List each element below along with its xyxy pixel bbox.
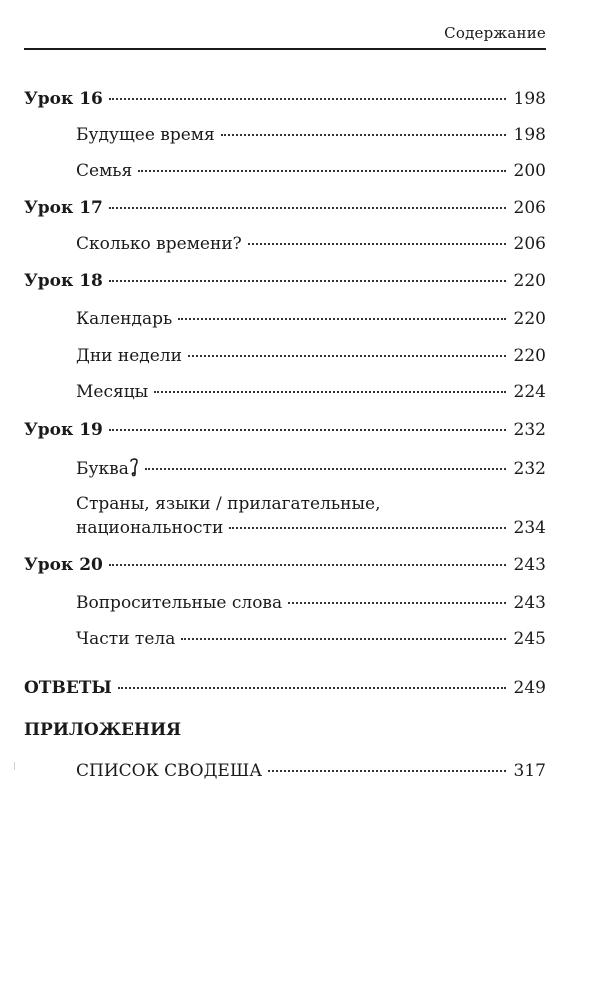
toc-page-number: 243 [513, 593, 546, 613]
toc-entry-countries-line1[interactable]: Страны, языки / прилагательные, [76, 494, 381, 514]
toc-entry-label: Будущее время [76, 125, 215, 145]
toc-page-number: 198 [513, 125, 546, 145]
toc-entry-lesson-19[interactable] [24, 419, 546, 441]
dot-leader [154, 391, 505, 393]
toc-entry-label: Урок 16 [24, 89, 103, 109]
toc-entry-label: Семья [76, 161, 133, 181]
dot-leader [138, 170, 505, 172]
toc-entry-label: Урок 19 [24, 420, 103, 440]
toc-entry-label-text: Буква [76, 459, 129, 479]
dot-leader [248, 243, 506, 245]
dot-leader [109, 280, 506, 282]
toc-entry-label: Дни недели [76, 346, 182, 366]
toc-entry-answers[interactable] [24, 677, 546, 699]
toc-page-number: 224 [513, 382, 546, 402]
toc-page-number: 220 [513, 346, 546, 366]
toc-page-number: 245 [513, 629, 546, 649]
toc-entry-lesson-20[interactable] [24, 554, 546, 576]
toc-entry-months[interactable] [76, 381, 546, 403]
dot-leader [268, 770, 505, 772]
dot-leader [145, 468, 506, 470]
toc-page-number: 234 [513, 518, 546, 538]
toc-page-number: 206 [513, 234, 546, 254]
dot-leader [109, 429, 506, 431]
running-title: Содержание [444, 24, 546, 42]
toc-page-number: 200 [513, 161, 546, 181]
toc-entry-label: СПИСОК СВОДЕША [76, 761, 263, 781]
toc-entry-label: Части тела [76, 629, 176, 649]
toc-entry-body-parts[interactable] [76, 628, 546, 650]
toc-page-number: 317 [513, 761, 546, 781]
dot-leader [109, 207, 506, 209]
thai-letter-glyph [129, 456, 139, 478]
toc-entry-family[interactable] [76, 160, 546, 182]
toc-page-number: 198 [513, 89, 546, 109]
toc-entry-label: Урок 20 [24, 555, 103, 575]
dot-leader [178, 318, 505, 320]
page-header [24, 22, 546, 50]
toc-entry-label [76, 456, 139, 480]
toc-page-number: 220 [513, 271, 546, 291]
toc-page-number: 249 [513, 678, 546, 698]
toc-entry-future-tense[interactable] [76, 124, 546, 146]
toc-entry-label: Урок 18 [24, 271, 103, 291]
toc-entry-label: ОТВЕТЫ [24, 678, 112, 698]
toc-entry-label: Урок 17 [24, 198, 103, 218]
toc-page-number: 243 [513, 555, 546, 575]
toc-entry-countries[interactable] [76, 517, 546, 539]
dot-leader [188, 355, 506, 357]
toc-entry-question-words[interactable] [76, 592, 546, 614]
dot-leader [181, 638, 505, 640]
toc-entry-label: национальности [76, 518, 224, 538]
dot-leader [109, 564, 506, 566]
toc-entry-svodesh-list[interactable] [76, 760, 546, 782]
toc-section-appendices[interactable]: ПРИЛОЖЕНИЯ [24, 720, 182, 740]
toc-entry-weekdays[interactable] [76, 345, 546, 367]
toc-entry-letter[interactable] [76, 456, 546, 480]
scan-mark [14, 762, 15, 770]
toc-entry-lesson-16[interactable] [24, 88, 546, 110]
toc-page-number: 206 [513, 198, 546, 218]
toc-page-number: 232 [513, 420, 546, 440]
toc-entry-calendar[interactable] [76, 308, 546, 330]
toc-page-number: 220 [513, 309, 546, 329]
dot-leader [109, 98, 506, 100]
toc-entry-what-time[interactable] [76, 233, 546, 255]
toc-entry-label: Вопросительные слова [76, 593, 283, 613]
toc-entry-lesson-18[interactable] [24, 270, 546, 292]
dot-leader [229, 527, 505, 529]
dot-leader [288, 602, 505, 604]
toc-entry-lesson-17[interactable] [24, 197, 546, 219]
dot-leader [221, 134, 506, 136]
dot-leader [118, 687, 506, 689]
toc-entry-label: Месяцы [76, 382, 149, 402]
toc-entry-label: Календарь [76, 309, 173, 329]
toc-entry-label: Сколько времени? [76, 234, 242, 254]
toc-page-number: 232 [513, 459, 546, 479]
